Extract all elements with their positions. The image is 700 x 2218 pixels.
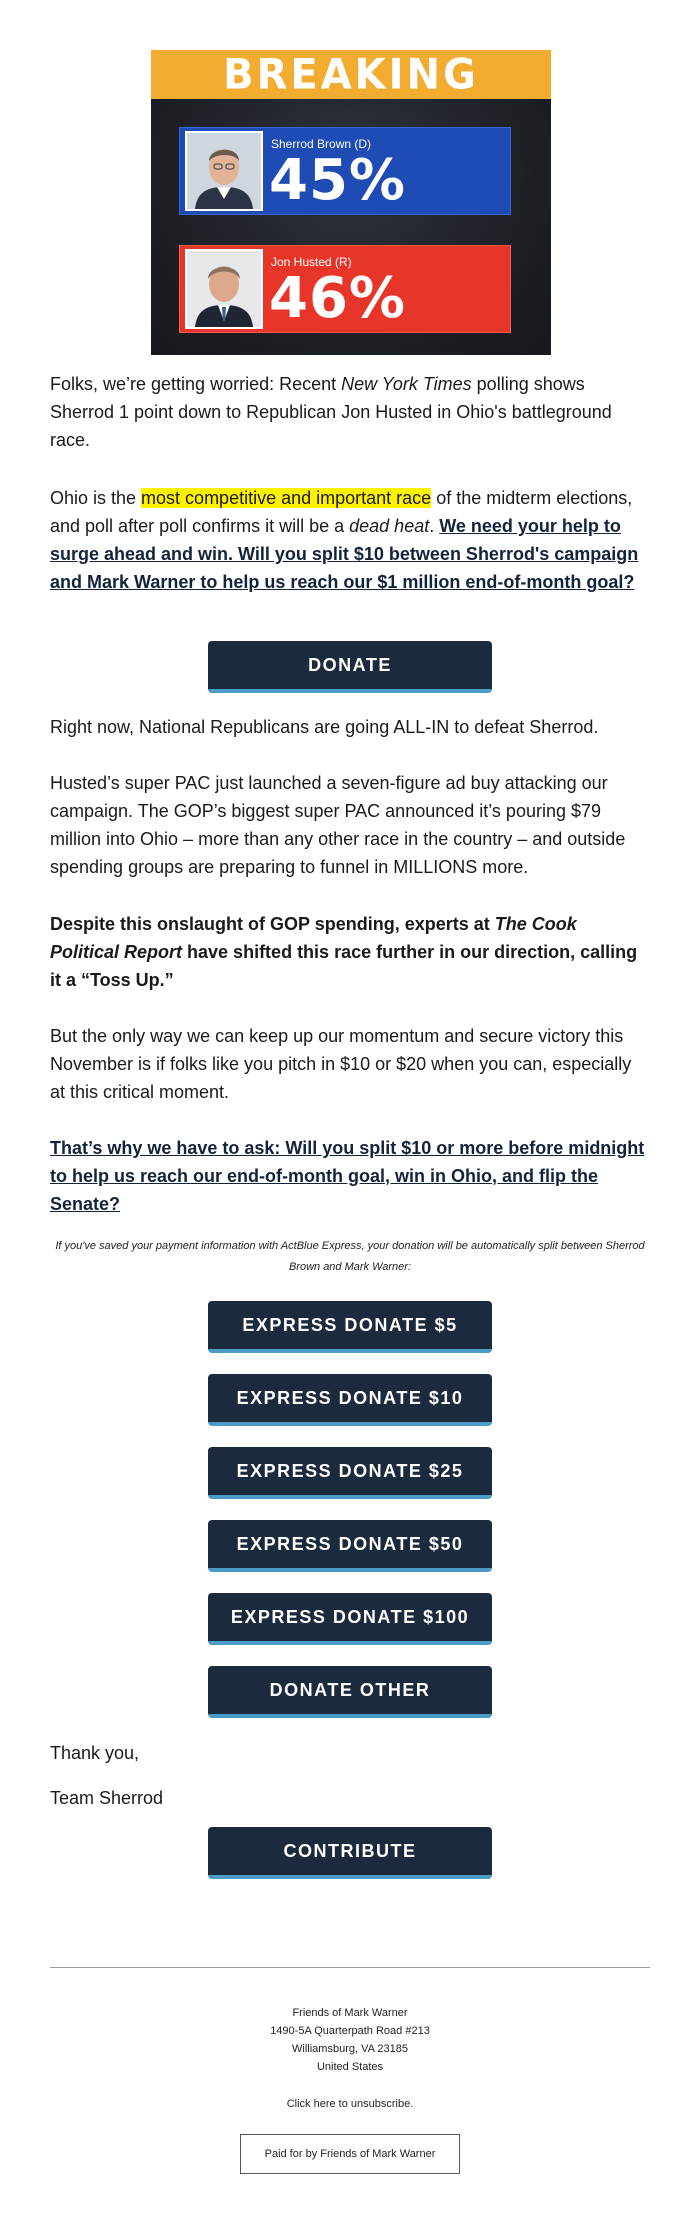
- contribute-button[interactable]: CONTRIBUTE: [208, 1827, 492, 1879]
- express-donate-100-button[interactable]: EXPRESS DONATE $100: [208, 1593, 492, 1645]
- express-donate-25-button[interactable]: EXPRESS DONATE $25: [208, 1447, 492, 1499]
- actblue-express-note: If you've saved your payment information with ActBlue Express, your donation will be automatically split between Sherrod Brown and Mark Warner:: [55, 1240, 645, 1273]
- sherrod-brown-photo: [185, 131, 263, 211]
- thank-you-text: Thank you,: [50, 1743, 140, 1763]
- dead-heat-text: dead heat: [349, 516, 430, 536]
- split-10-ask-link[interactable]: We need your help to surge ahead and win. Will you split $10 between Sherrod's campaign and Mark Warner to help us reach our $1 million end-of-month goal?: [50, 516, 639, 592]
- unsubscribe-link[interactable]: Click here to unsubscribe.: [286, 2098, 414, 2110]
- highlighted-text: most competitive and important race: [141, 488, 432, 508]
- intro-paragraph: [50, 370, 650, 454]
- footer-country: United States: [316, 2061, 384, 2073]
- nyt-mention: New York Times: [341, 374, 472, 394]
- flip-senate-ask-link[interactable]: That’s why we have to ask: Will you split $10 or more before midnight to help us reach our end-of-month goal, win in Ohio, and flip the Senate?: [50, 1138, 645, 1214]
- footer-address-line1: 1490-5A Quarterpath Road #213: [270, 2025, 430, 2037]
- signature-text: Team Sherrod: [50, 1788, 164, 1808]
- paid-for-by-box: [240, 2134, 460, 2174]
- footer-address: [50, 2004, 650, 2076]
- footer-org: Friends of Mark Warner: [292, 2007, 408, 2019]
- competitive-text-continued: of the midterm elections, and poll after poll confirms it will be a: [50, 488, 633, 536]
- express-donate-5-button[interactable]: EXPRESS DONATE $5: [208, 1301, 492, 1353]
- breaking-banner: [151, 50, 551, 99]
- breaking-poll-graphic: [151, 50, 551, 355]
- all-in-paragraph: Right now, National Republicans are going ALL-IN to defeat Sherrod.: [50, 717, 599, 737]
- candidate-brown-name: Sherrod Brown (D): [271, 137, 372, 151]
- competitive-paragraph: [50, 484, 650, 596]
- footer-address-line2: Williamsburg, VA 23185: [292, 2043, 408, 2055]
- footer-divider: [50, 1967, 650, 1968]
- cook-text-continued: have shifted this race further in our direction, calling it a “Toss Up.”: [50, 942, 638, 990]
- candidate-husted-percent: 46%: [269, 266, 407, 331]
- competitive-punct: .: [429, 516, 440, 536]
- cook-report-paragraph: [50, 910, 650, 994]
- candidate-brown-percent: 45%: [269, 148, 407, 213]
- donate-other-button[interactable]: DONATE OTHER: [208, 1666, 492, 1718]
- cook-text: Despite this onslaught of GOP spending, experts at: [50, 914, 495, 934]
- donate-button[interactable]: DONATE: [208, 641, 492, 693]
- express-donate-10-button[interactable]: EXPRESS DONATE $10: [208, 1374, 492, 1426]
- express-donate-50-button[interactable]: EXPRESS DONATE $50: [208, 1520, 492, 1572]
- intro-text: Folks, we’re getting worried: Recent: [50, 374, 342, 394]
- paid-for-by-text: Paid for by Friends of Mark Warner: [264, 2148, 436, 2160]
- competitive-text: Ohio is the: [50, 488, 142, 508]
- super-pac-paragraph: Husted’s super PAC just launched a seven-figure ad buy attacking our campaign. The GOP’s biggest super PAC announced it’s pouring $79 million into Ohio – more than any other race in the country – and outside spending groups are preparing to funnel in MILLIONS more.: [50, 773, 626, 877]
- breaking-title: BREAKING: [223, 50, 479, 99]
- candidate-husted-card: [179, 245, 511, 333]
- intro-text-continued: polling shows Sherrod 1 point down to Republican Jon Husted in Ohio's battleground race.: [50, 374, 612, 450]
- candidate-husted-name: Jon Husted (R): [271, 255, 352, 269]
- ask-paragraph: [50, 1134, 650, 1218]
- candidate-brown-card: [179, 127, 511, 215]
- momentum-paragraph: But the only way we can keep up our momentum and secure victory this November is if folks like you pitch in $10 or $20 when you can, especially at this critical moment.: [50, 1026, 632, 1102]
- jon-husted-photo: [185, 249, 263, 329]
- cook-political-report: The Cook Political Report: [50, 914, 577, 962]
